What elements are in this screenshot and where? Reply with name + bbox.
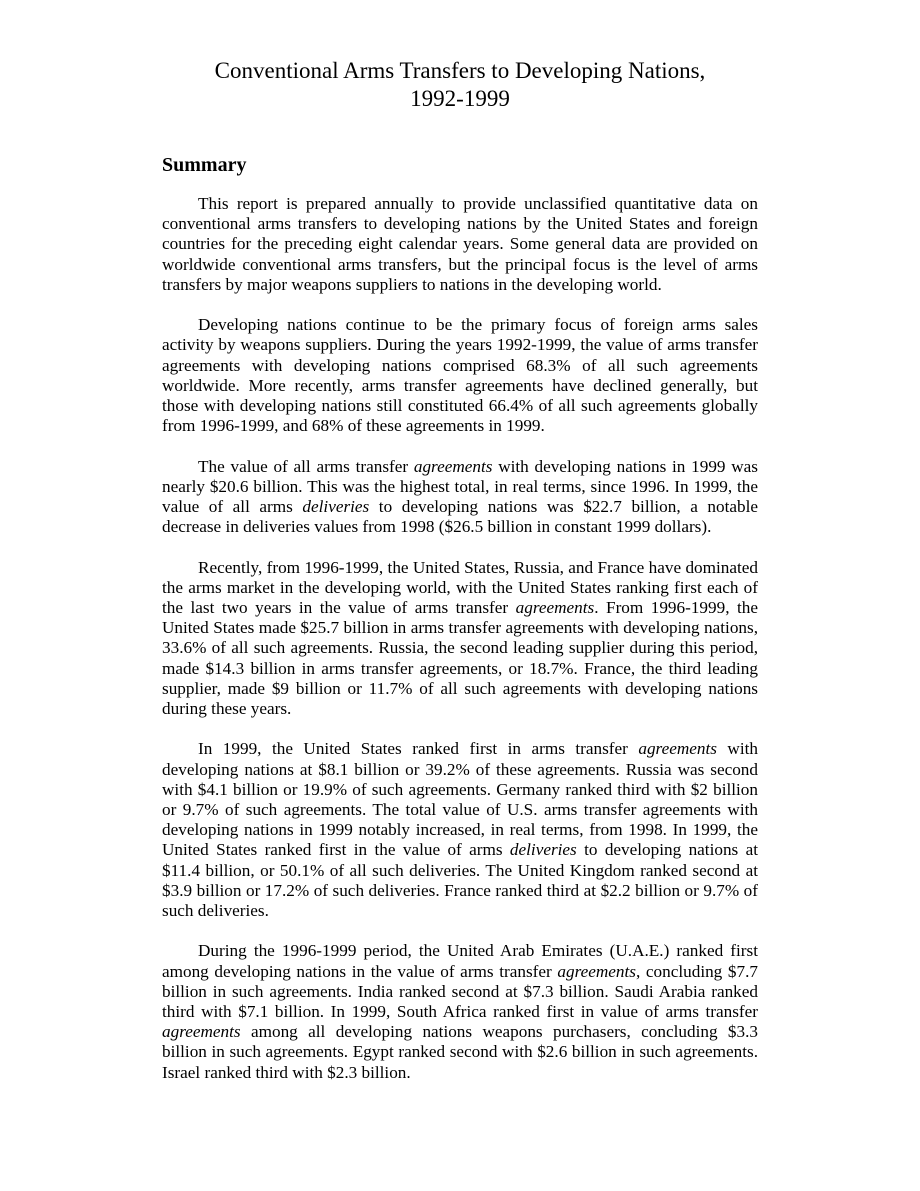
paragraph-3 — [162, 457, 758, 538]
paragraph-5-text-a: In 1999, the United States ranked first in arms transfer — [198, 739, 639, 759]
paragraph-6-text-c: among all developing nations weapons purchasers, concluding $3.3 billion in such agreements. Egypt ranked second with $2.6 billion in such agreements. Israel ranked third with $2.3 billion. — [162, 1022, 758, 1082]
paragraph-6-emphasis-b: agreements — [162, 1022, 241, 1042]
document-title — [162, 57, 758, 113]
paragraph-3-text-c: to developing nations was $22.7 billion, a notable decrease in deliveries values from 1998 ($26.5 billion in constant 1999 dollars). — [162, 497, 758, 537]
section-heading-summary: Summary — [162, 154, 247, 176]
paragraph-6-text-b: , concluding $7.7 billion in such agreements. India ranked second at $7.3 billion. Saudi Arabia ranked third with $7.1 billion. In 1999, South Africa ranked first in value of arms transfer — [162, 961, 758, 1022]
paragraph-3-emphasis-b: deliveries — [302, 497, 370, 517]
paragraph-3-emphasis-a: agreements — [413, 456, 493, 476]
title-line-1: Conventional Arms Transfers to Developing Nations, — [214, 58, 706, 83]
paragraph-4-text-b: . From 1996-1999, the United States made $25.7 billion in arms transfer agreements with developing nations, 33.6% of all such agreements. Russia, the second leading supplier during this period, made $14.3 billion in arms transfer agreements, or 18.7%. France, the third leading supplier, made $9 billion or 11.7% of all such agreements with developing nations during these years. — [162, 598, 759, 719]
paragraph-2 — [162, 315, 758, 436]
paragraph-6 — [162, 941, 758, 1082]
paragraph-5 — [162, 739, 758, 921]
paragraph-6-text-a: During the 1996-1999 period, the United Arab Emirates (U.A.E.) ranked first among developing nations in the value of arms transfer — [162, 941, 758, 981]
paragraph-5-emphasis-a: agreements — [638, 739, 717, 759]
paragraph-4-emphasis-a: agreements — [515, 598, 595, 618]
paragraph-1 — [162, 194, 758, 295]
paragraph-4-text-a: Recently, from 1996-1999, the United States, Russia, and France have dominated the arms market in the developing world, with the United States ranking first each of the last two years in the value of arms transfer — [162, 557, 758, 618]
paragraph-1-text: This report is prepared annually to provide unclassified quantitative data on conventional arms transfers to developing nations by the United States and foreign countries for the preceding eight calendar years. Some general data are provided on worldwide conventional arms transfers, but the principal focus is the level of arms transfers by major weapons suppliers to nations in the developing world. — [162, 194, 758, 294]
paragraph-5-text-c: to developing nations at $11.4 billion, or 50.1% of all such deliveries. The United Kingdom ranked second at $3.9 billion or 17.2% of such deliveries. France ranked third at $2.2 billion or 9.7% of such deliveries. — [162, 840, 758, 921]
document-page — [162, 57, 758, 1083]
paragraph-3-text-a: The value of all arms transfer — [198, 456, 414, 476]
paragraph-5-text-b: with developing nations at $8.1 billion or 39.2% of these agreements. Russia was second with $4.1 billion or 19.9% of such agreements. Germany ranked third with $2 billion or 9.7% of such agreements. The total value of U.S. arms transfer agreements with developing nations in 1999 notably increased, in real terms, from 1998. In 1999, the United States ranked first in the value of arms — [162, 739, 758, 860]
title-line-2: 1992-1999 — [410, 86, 510, 111]
paragraph-6-emphasis-a: agreements — [557, 961, 636, 981]
paragraph-5-emphasis-b: deliveries — [509, 840, 577, 860]
paragraph-2-text: Developing nations continue to be the primary focus of foreign arms sales activity by weapons suppliers. During the years 1992-1999, the value of arms transfer agreements with developing nations comprised 68.3% of all such agreements worldwide. More recently, arms transfer agreements have declined generally, but those with developing nations still constituted 66.4% of all such agreements globally from 1996-1999, and 68% of these agreements in 1999. — [162, 315, 758, 436]
paragraph-3-text-b: with developing nations in 1999 was nearly $20.6 billion. This was the highest total, in real terms, since 1996. In 1999, the value of all arms — [162, 456, 758, 517]
paragraph-4 — [162, 558, 758, 720]
